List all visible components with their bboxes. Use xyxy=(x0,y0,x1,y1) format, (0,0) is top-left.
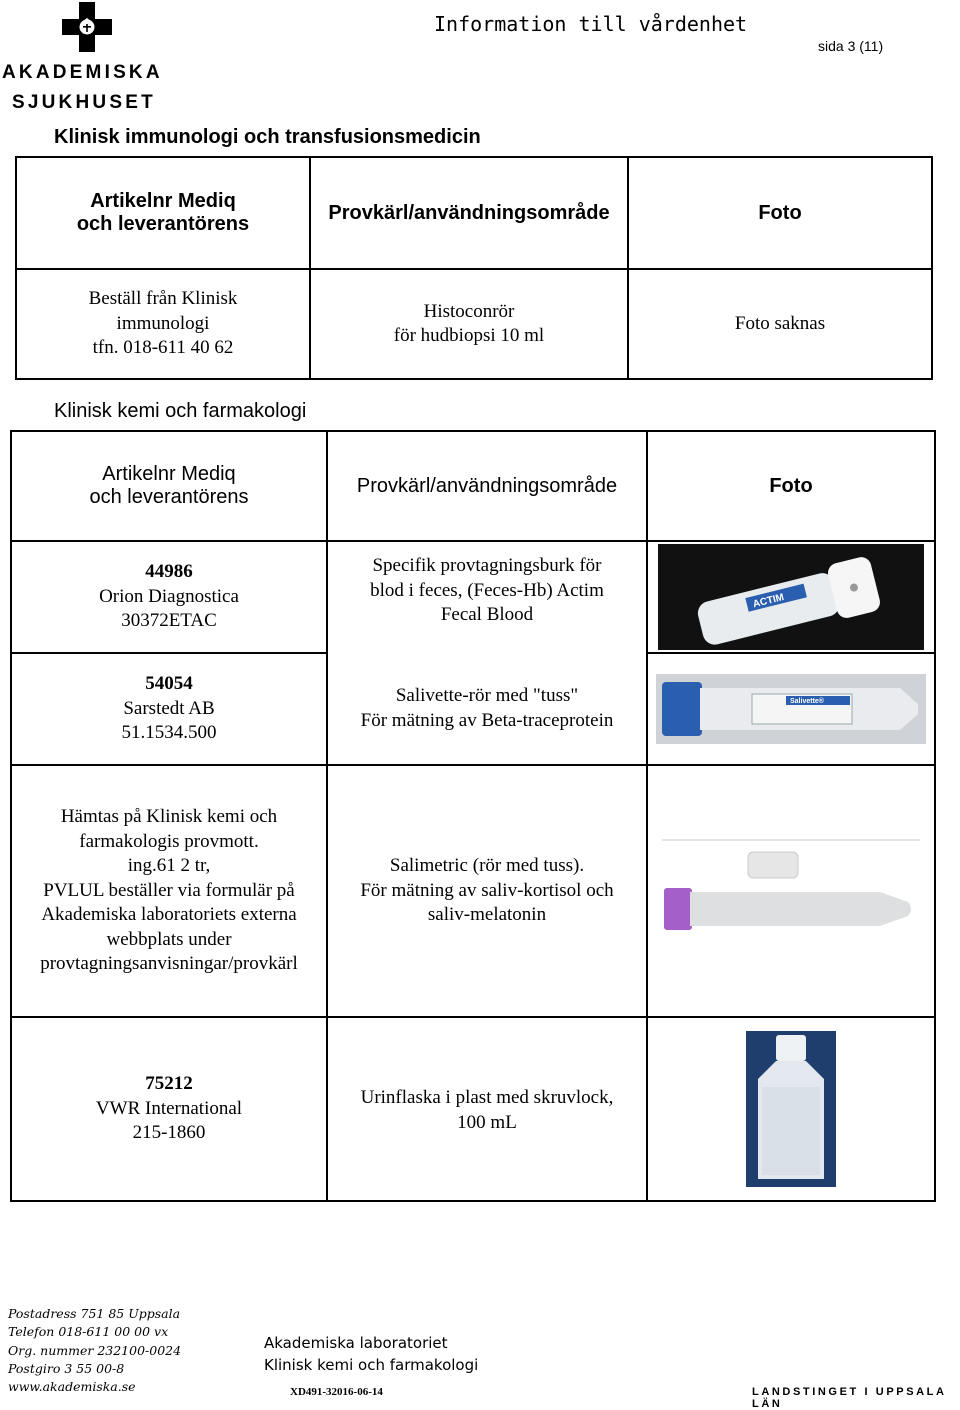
footer-contact xyxy=(8,1305,181,1396)
table-row xyxy=(16,269,932,379)
table-row xyxy=(11,653,935,765)
footer-department: Akademiska laboratoriet Klinisk kemi och farmakologi xyxy=(264,1334,479,1374)
urine-bottle-photo xyxy=(746,1031,836,1187)
header-article: Artikelnr Mediq och leverantörens xyxy=(16,157,310,269)
section-title-immunologi: Klinisk immunologi och transfusionsmedicin xyxy=(54,126,481,148)
header-photo: Foto xyxy=(647,431,935,541)
fecal-blood-tube-photo xyxy=(658,544,924,650)
footer-postgiro: Postgiro 3 55 00-8 xyxy=(8,1360,125,1376)
header-article: Artikelnr Mediq och leverantörens xyxy=(11,431,327,541)
row-description-cell: Urinflaska i plast med skruvlock, 100 mL xyxy=(327,1017,647,1201)
row-photo-cell xyxy=(647,653,935,765)
row-description-cell: Salivette-rör med "tuss" För mätning av Beta-traceprotein xyxy=(327,653,647,765)
section-title-kemi: Klinisk kemi och farmakologi xyxy=(54,400,307,422)
footer-document-id: XD491-32016-06-14 xyxy=(290,1386,383,1398)
table-header-row xyxy=(16,157,932,269)
table-row xyxy=(11,541,935,653)
kemi-table xyxy=(10,430,936,1202)
hospital-cross-logo-icon xyxy=(62,2,112,52)
table-row xyxy=(11,765,935,1017)
row-photo-cell xyxy=(647,1017,935,1201)
row-description-cell: Specifik provtagningsburk för blod i feces, (Feces-Hb) Actim Fecal Blood xyxy=(327,541,647,653)
tube-label: ACTIM xyxy=(751,591,786,611)
header-container: Provkärl/användningsområde xyxy=(327,431,647,541)
footer-region: LANDSTINGET I UPPSALA LÄN xyxy=(752,1386,947,1410)
row-article-cell: Beställ från Klinisk immunologi tfn. 018-611 40 62 xyxy=(16,269,310,379)
table-header-row xyxy=(11,431,935,541)
row-photo-missing: Foto saknas xyxy=(628,269,932,379)
tube-label: Salivette® xyxy=(790,698,824,705)
row-article-cell: 75212 VWR International 215-1860 xyxy=(11,1017,327,1201)
table-row xyxy=(11,1017,935,1201)
logo-text-line2: SJUKHUSET xyxy=(12,92,156,113)
row-article-cell: 54054 Sarstedt AB 51.1534.500 xyxy=(11,653,327,765)
page-number: sida 3 (11) xyxy=(818,38,884,54)
footer-phone: Telefon 018-611 00 00 vx xyxy=(8,1324,169,1340)
row-article-cell: 44986 Orion Diagnostica 30372ETAC xyxy=(11,541,327,653)
footer-address: Postadress 751 85 Uppsala xyxy=(8,1306,181,1321)
header-photo: Foto xyxy=(628,157,932,269)
logo-text-line1: AKADEMISKA xyxy=(2,62,163,83)
row-photo-cell xyxy=(647,541,935,653)
row-photo-cell xyxy=(647,765,935,1017)
header-container: Provkärl/användningsområde xyxy=(310,157,628,269)
salimetric-tube-photo xyxy=(656,836,926,946)
immunologi-table xyxy=(15,156,933,380)
row-article-cell: Hämtas på Klinisk kemi och farmakologis provmott. ing.61 2 tr, PVLUL beställer via formulär på Akademiska laboratoriets externa webbplats under provtagningsanvisningar/provkärl xyxy=(11,765,327,1017)
document-title: Information till vårdenhet xyxy=(434,12,748,36)
row-description-cell: Salimetric (rör med tuss). För mätning av saliv-kortisol och saliv-melatonin xyxy=(327,765,647,1017)
footer-website: www.akademiska.se xyxy=(8,1379,136,1395)
row-description-cell: Histoconrör för hudbiopsi 10 ml xyxy=(310,269,628,379)
salivette-tube-photo xyxy=(656,674,926,744)
footer-org-number: Org. nummer 232100-0024 xyxy=(8,1342,182,1358)
